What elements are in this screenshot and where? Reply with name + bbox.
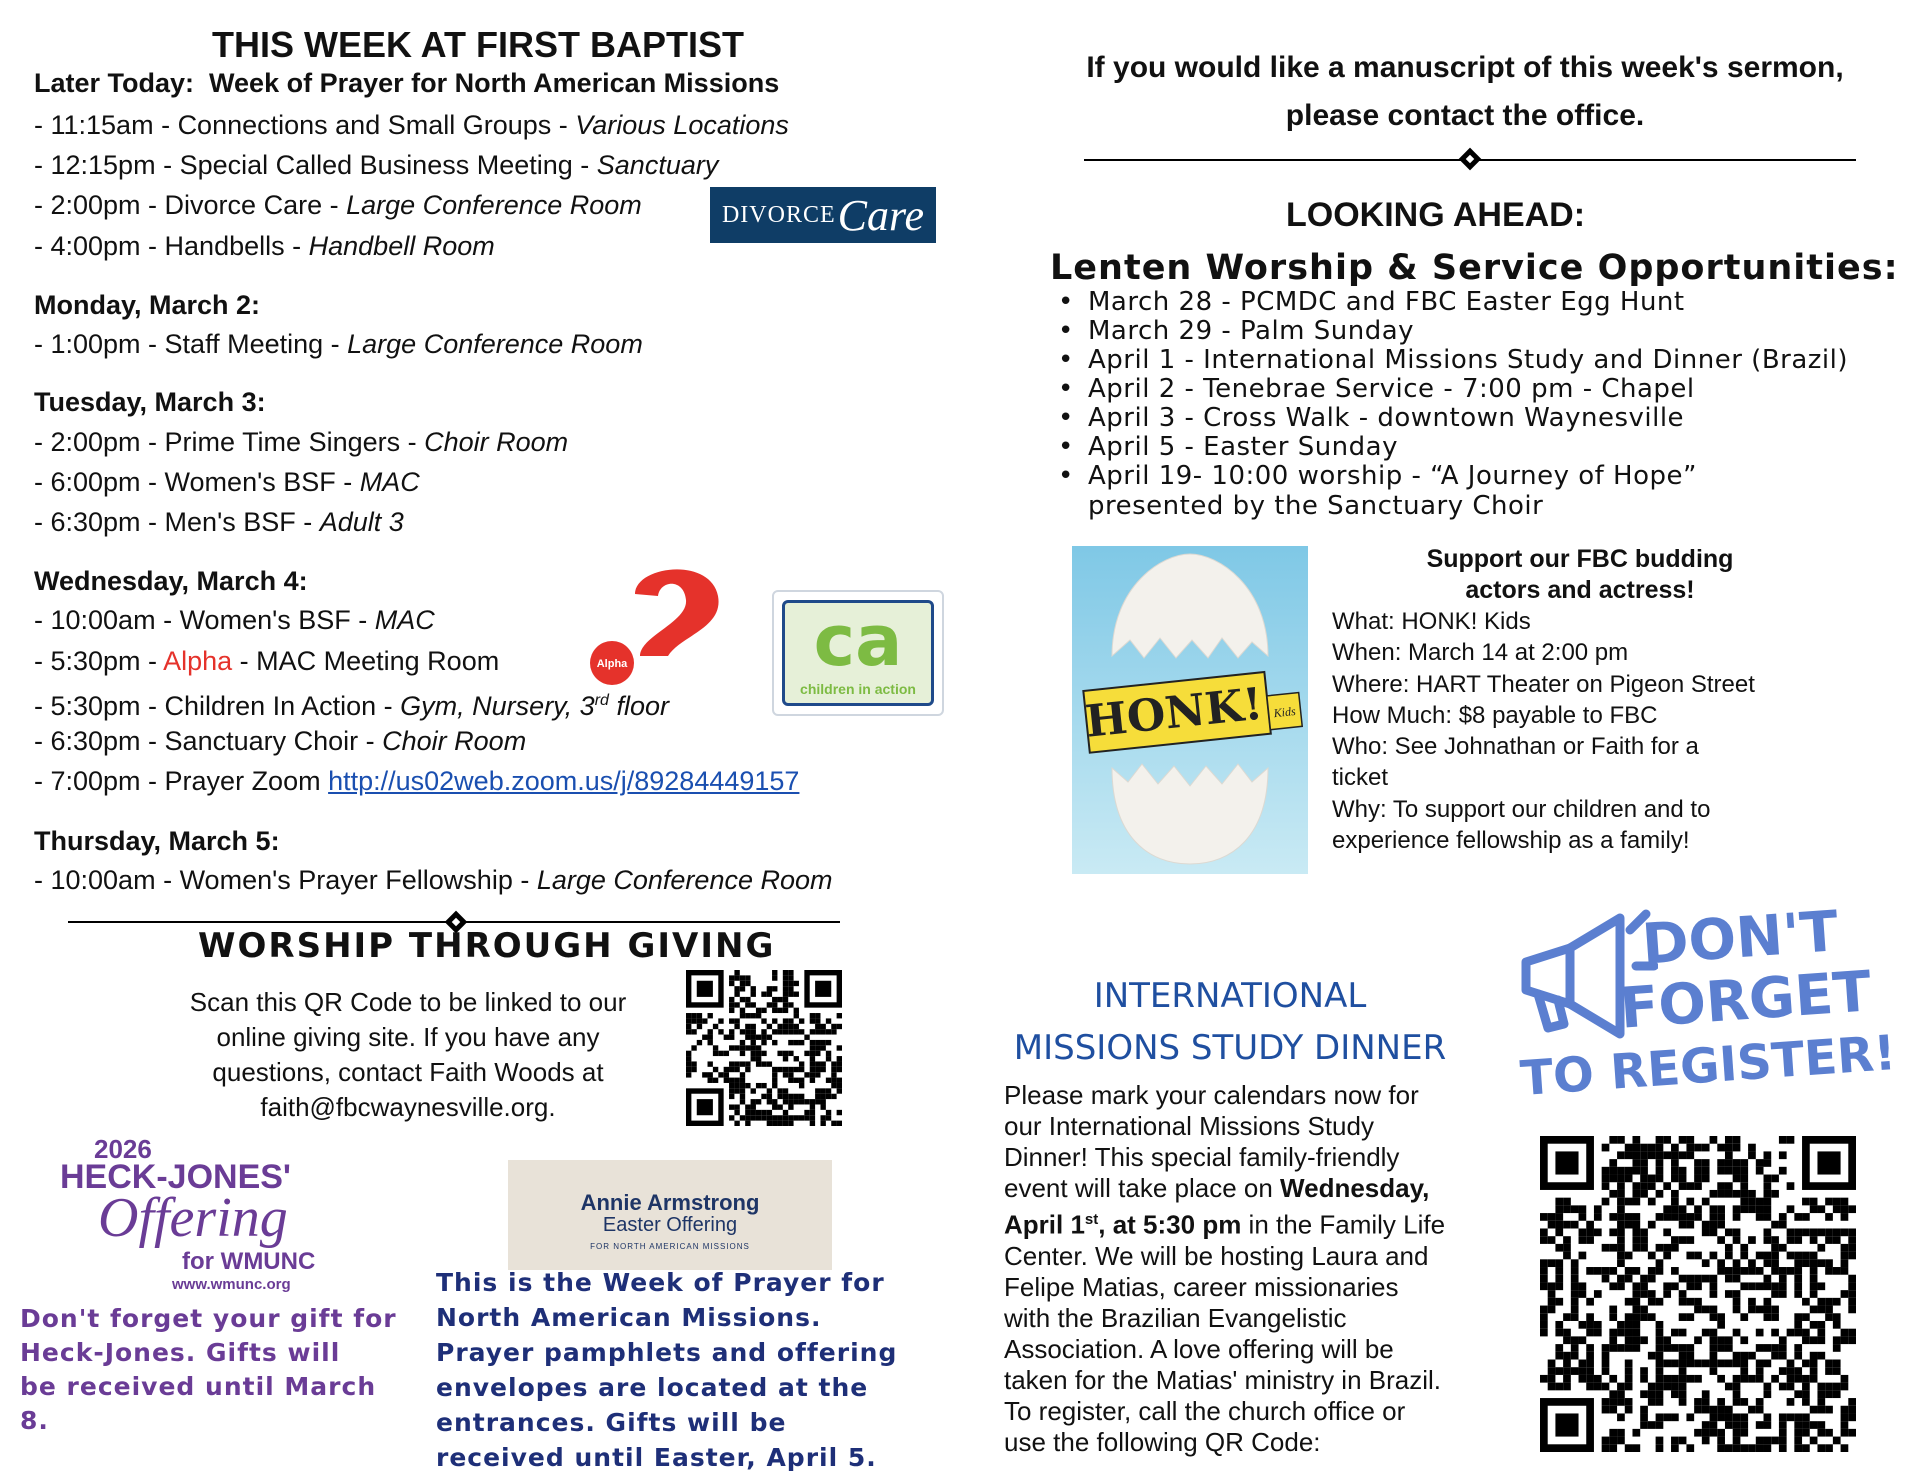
list-item: • April 3 - Cross Walk - downtown Waynesville: [1058, 404, 1848, 433]
giving-title: WORSHIP THROUGH GIVING: [198, 926, 776, 966]
divorce-care-script: Care: [837, 190, 925, 240]
list-item: • March 29 - Palm Sunday: [1058, 317, 1848, 346]
list-item: • March 28 - PCMDC and FBC Easter Egg Hunt: [1058, 288, 1848, 317]
egg-bottom-shell: [1112, 764, 1268, 864]
later-today-text: Week of Prayer for North American Missions: [209, 68, 780, 98]
wednesday-item: - 5:30pm - Alpha - MAC Meeting Room: [34, 646, 500, 676]
wednesday-item: - 6:30pm - Sanctuary Choir - Choir Room: [34, 726, 527, 756]
tuesday-item: - 6:00pm - Women's BSF - MAC: [34, 467, 420, 497]
heck-jones-for: for WMUNC: [182, 1248, 316, 1275]
divorce-care-word: DIVORCE: [721, 201, 836, 228]
honk-details: What: HONK! Kids When: March 14 at 2:00 pm Where: HART Theater on Pigeon Street How Much: $8 payable to FBC Who: See Johnathan or Faith for a ticket Why: To support our children and to experience fellowship as a family!: [1332, 608, 1755, 855]
heck-jones-text: Don't forget your gift for Heck-Jones. Gifts will be received until March 8.: [20, 1304, 397, 1435]
list-item: • April 19- 10:00 worship - “A Journey of Hope”: [1058, 462, 1848, 491]
honk-title: HONK!: [1083, 678, 1266, 748]
honk-kids: Kids: [1272, 704, 1297, 721]
lenten-list: [1058, 288, 1848, 491]
intl-dinner-text: Please mark your calendars now for our International Missions Study Dinner! This special family-friendly event will take place on Wednesday, April 1st, at 5:30 pm in the Family Life Center. We will be hosting Laura and Felipe Matias, career missionaries with the Brazilian Evangelistic Association. A love offering will be taken for the Matias' ministry in Brazil. To register, call the church office or use the following QR Code:: [1004, 1080, 1446, 1457]
annie-armstrong-text: This is the Week of Prayer for North American Missions. Prayer pamphlets and offering envelopes are located at the entrances. Gifts will be received until Easter, April 5.: [436, 1268, 898, 1472]
annie-line3: FOR NORTH AMERICAN MISSIONS: [590, 1242, 750, 1251]
heck-jones-url: www.wmunc.org: [172, 1276, 291, 1293]
wednesday-item: - 7:00pm - Prayer Zoom http://us02web.zoom.us/j/89284449157: [34, 766, 800, 796]
ca-letters: ca: [813, 600, 903, 682]
today-item: - 2:00pm - Divorce Care - Large Conference Room: [34, 190, 642, 220]
list-item: • April 5 - Easter Sunday: [1058, 433, 1848, 462]
egg-top-shell: [1112, 554, 1268, 658]
thursday-item: - 10:00am - Women's Prayer Fellowship - Large Conference Room: [34, 865, 833, 895]
alpha-logo: [580, 556, 730, 686]
ca-caption: children in action: [800, 681, 916, 697]
list-item: • April 2 - Tenebrae Service - 7:00 pm - Chapel: [1058, 375, 1848, 404]
wednesday-item: - 5:30pm - Children In Action - Gym, Nursery, 3rd floor: [34, 691, 669, 721]
honk-heading: Support our FBC budding actors and actress!: [1426, 545, 1734, 604]
giving-qr-code[interactable]: [686, 970, 842, 1126]
alpha-question-mark: [635, 569, 719, 656]
wednesday-item: - 10:00am - Women's BSF - MAC: [34, 605, 435, 635]
children-in-action-logo: [772, 590, 944, 716]
heck-jones-year: 2026: [94, 1134, 152, 1164]
today-item: - 11:15am - Connections and Small Groups - Various Locations: [34, 110, 789, 140]
intl-dinner-title: INTERNATIONAL MISSIONS STUDY DINNER: [1013, 976, 1447, 1068]
heck-jones-script: Offering: [98, 1187, 288, 1249]
annie-line1: Annie Armstrong: [580, 1190, 760, 1215]
tuesday-item: - 2:00pm - Prime Time Singers - Choir Room: [34, 427, 569, 457]
alpha-link-text: Alpha: [163, 646, 233, 676]
wednesday-heading: Wednesday, March 4:: [34, 566, 308, 596]
page-title: THIS WEEK AT FIRST BAPTIST: [212, 24, 744, 65]
right-divider-ornament: [1459, 148, 1482, 171]
annie-armstrong-logo: [508, 1160, 832, 1270]
later-today: [34, 68, 779, 99]
annie-line2: Easter Offering: [602, 1214, 738, 1236]
heck-jones-logo: [54, 1134, 334, 1296]
giving-email[interactable]: faith@fbcwaynesville.org.: [260, 1092, 556, 1122]
heck-jones-name: HECK-JONES': [60, 1158, 292, 1196]
register-reminder: DON'T FORGET TO REGISTER!: [1518, 899, 1898, 1108]
list-item: • April 1 - International Missions Study and Dinner (Brazil): [1058, 346, 1848, 375]
today-item: - 4:00pm - Handbells - Handbell Room: [34, 231, 495, 261]
zoom-link[interactable]: http://us02web.zoom.us/j/89284449157: [328, 766, 800, 796]
lenten-continuation: presented by the Sanctuary Choir: [1088, 491, 1544, 521]
looking-ahead-title: LOOKING AHEAD:: [1286, 196, 1586, 234]
later-today-label: Later Today:: [34, 68, 195, 98]
monday-heading: Monday, March 2:: [34, 290, 261, 320]
tuesday-heading: Tuesday, March 3:: [34, 387, 266, 417]
manuscript-notice: If you would like a manuscript of this week's sermon, please contact the office.: [1086, 51, 1844, 132]
monday-item: - 1:00pm - Staff Meeting - Large Conference Room: [34, 329, 643, 359]
today-item: - 12:15pm - Special Called Business Meeting - Sanctuary: [34, 150, 719, 180]
divorce-care-logo: [710, 187, 936, 243]
honk-kids-poster: [1072, 546, 1308, 874]
lenten-title: Lenten Worship & Service Opportunities:: [1050, 248, 1899, 288]
giving-text: Scan this QR Code to be linked to our online giving site. If you have any questions, contact Faith Woods at faith@fbcwaynesville.org.: [148, 985, 668, 1125]
alpha-logo-text: Alpha: [596, 658, 628, 670]
register-qr-code[interactable]: [1540, 1136, 1856, 1452]
tuesday-item: - 6:30pm - Men's BSF - Adult 3: [34, 507, 404, 537]
thursday-heading: Thursday, March 5:: [34, 826, 280, 856]
